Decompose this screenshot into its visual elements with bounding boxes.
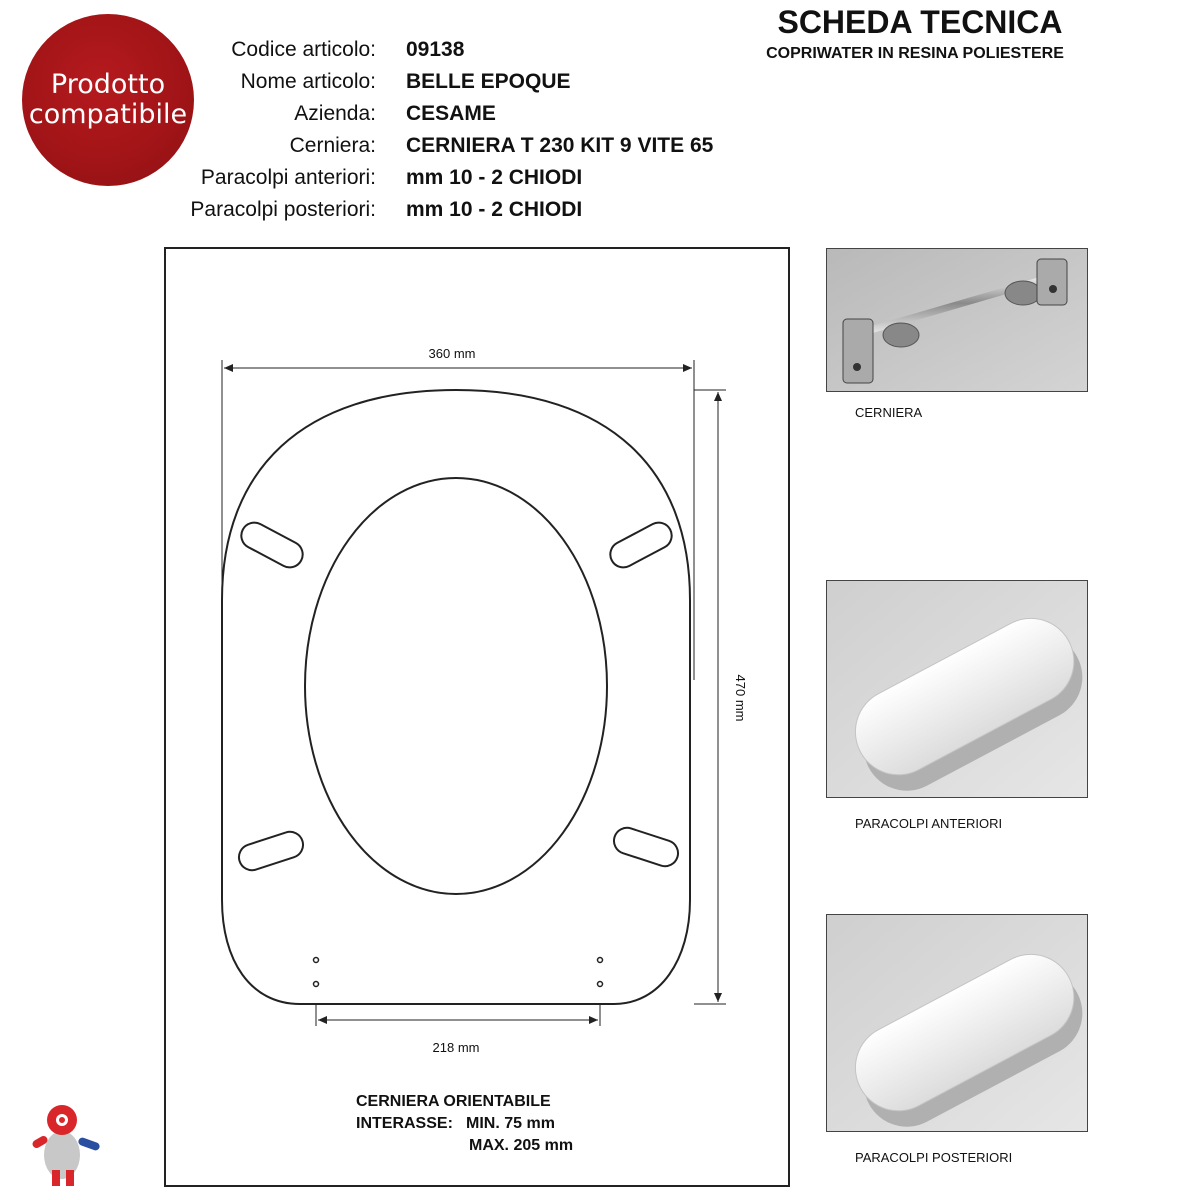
spec-label: Codice articolo: — [231, 38, 376, 61]
hinge-caption: CERNIERA — [855, 405, 923, 420]
hinge-photo — [826, 248, 1088, 392]
spec-value: mm 10 - 2 CHIODI — [406, 166, 583, 189]
seat-outline — [222, 390, 690, 1004]
spec-label: Nome articolo: — [240, 70, 376, 93]
spec-value: mm 10 - 2 CHIODI — [406, 198, 583, 221]
seat-opening — [305, 478, 607, 894]
bumper-slot — [237, 518, 307, 572]
badge-line-1: Prodotto — [50, 69, 166, 100]
spec-label: Azienda: — [294, 102, 376, 125]
interasse-max: MAX. 205 mm — [469, 1137, 574, 1154]
spec-label: Paracolpi anteriori: — [200, 166, 376, 189]
spec-value: 09138 — [406, 38, 465, 61]
rear-bumper-photo — [826, 914, 1088, 1132]
front-bumper-photo — [826, 580, 1088, 798]
sheet-title: SCHEDA TECNICA — [777, 4, 1063, 40]
hinge-dimension — [316, 1004, 600, 1026]
rear-bumper-caption: PARACOLPI POSTERIORI — [855, 1150, 1013, 1165]
spec-value: CERNIERA T 230 KIT 9 VITE 65 — [406, 134, 714, 157]
sheet-subtitle: COPRIWATER IN RESINA POLIESTERE — [766, 45, 1064, 62]
hinge-holes — [314, 958, 603, 987]
front-bumper-caption: PARACOLPI ANTERIORI — [855, 816, 1003, 831]
hinge-distance-label: 218 mm — [432, 1040, 480, 1055]
robot-logo-icon — [22, 1100, 112, 1190]
spec-value: BELLE EPOQUE — [406, 70, 571, 93]
spec-value: CESAME — [406, 102, 496, 125]
interasse-label: INTERASSE: — [356, 1115, 453, 1132]
width-dimension — [222, 360, 694, 680]
bumper-slot — [606, 518, 676, 572]
width-label: 360 mm — [428, 346, 476, 361]
interasse-min: MIN. 75 mm — [466, 1115, 555, 1132]
spec-label: Paracolpi posteriori: — [190, 198, 376, 221]
spec-label: Cerniera: — [289, 134, 376, 157]
bumper-slot — [611, 824, 682, 869]
hinge-image — [827, 249, 1088, 392]
hinge-note-title: CERNIERA ORIENTABILE — [356, 1093, 551, 1110]
front-bumper-image — [827, 581, 1088, 798]
height-label: 470 mm — [733, 674, 748, 722]
height-dimension — [694, 390, 726, 1004]
bumper-slot — [236, 828, 307, 873]
rear-bumper-image — [827, 915, 1088, 1132]
badge-line-2: compatibile — [28, 99, 188, 130]
